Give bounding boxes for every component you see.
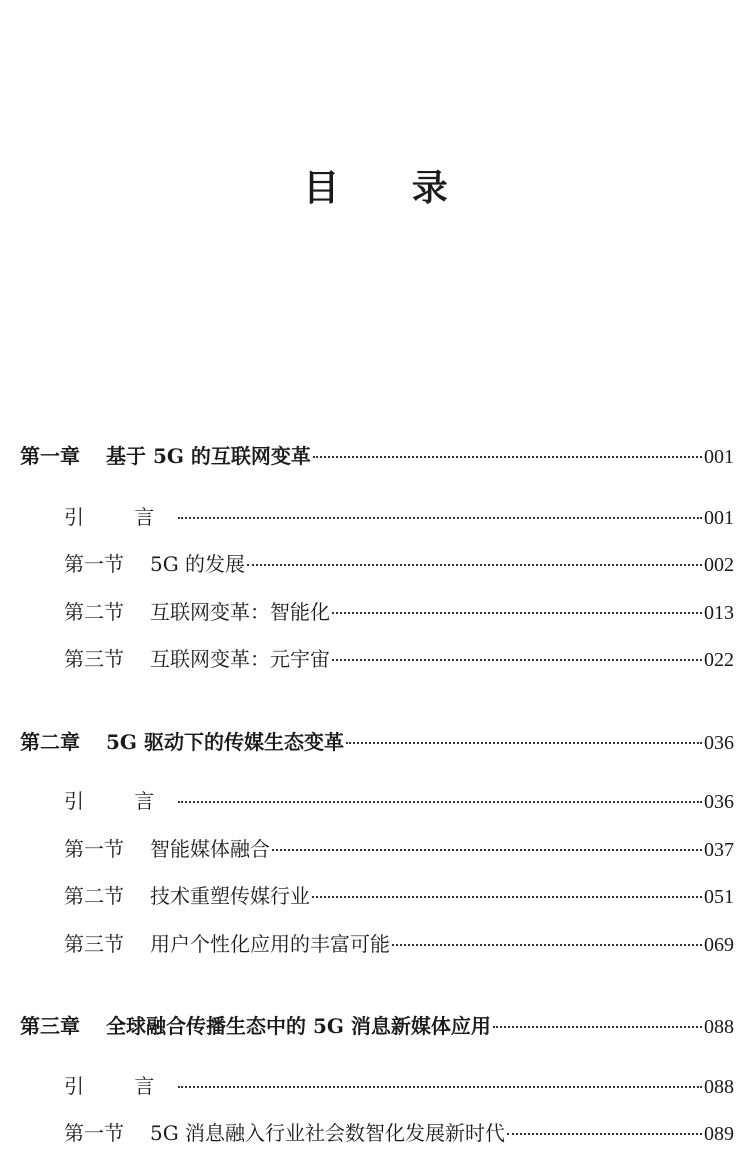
dot-leader <box>178 517 702 519</box>
entry-title: 5G 消息融入行业社会数智化发展新时代 <box>150 1121 506 1145</box>
entry-label: 第二节 <box>64 600 124 624</box>
entry-page-number: 051 <box>704 886 734 908</box>
toc-entry-section[interactable] <box>64 550 734 579</box>
toc-entry-intro[interactable] <box>64 503 734 532</box>
entry-label: 第一节 <box>64 552 124 576</box>
entry-title: 用户个性化应用的丰富可能 <box>150 932 390 956</box>
entry-title: 5G 的发展 <box>150 552 246 576</box>
dot-leader <box>346 742 702 744</box>
entry-title: 基于 5G 的互联网变革 <box>106 444 311 468</box>
toc-entry-section[interactable] <box>64 930 734 959</box>
entry-title: 互联网变革：智能化 <box>150 600 330 624</box>
entry-page-number: 036 <box>704 791 734 813</box>
toc-entry-intro[interactable] <box>64 1072 734 1101</box>
entry-page-number: 036 <box>704 732 734 754</box>
dot-leader <box>313 456 702 458</box>
entry-title: 互联网变革：元宇宙 <box>150 647 330 671</box>
toc-entry-chapter-1[interactable] <box>20 442 734 471</box>
entry-page-number: 089 <box>704 1123 734 1145</box>
dot-leader <box>493 1026 702 1028</box>
entry-label: 引 言 <box>64 1074 177 1098</box>
toc-entry-section[interactable] <box>64 835 734 864</box>
toc-entry-chapter-3[interactable] <box>20 1012 734 1041</box>
entry-label: 第三节 <box>64 647 124 671</box>
dot-leader <box>178 1086 702 1088</box>
toc-heading: 目 录 <box>303 167 478 209</box>
entry-title: 5G 驱动下的传媒生态变革 <box>106 730 344 754</box>
toc-entry-section[interactable] <box>64 1119 734 1148</box>
entry-page-number: 013 <box>704 602 734 624</box>
entry-label: 第三章 <box>20 1014 80 1038</box>
entry-page-number: 037 <box>704 839 734 861</box>
entry-label: 第一节 <box>64 1121 124 1145</box>
dot-leader <box>507 1133 702 1135</box>
entry-label: 引 言 <box>64 789 177 813</box>
entry-label: 第一节 <box>64 837 124 861</box>
entry-page-number: 001 <box>704 446 734 468</box>
dot-leader <box>392 944 702 946</box>
dot-leader <box>272 849 702 851</box>
toc-entry-chapter-2[interactable] <box>20 728 734 757</box>
entry-label: 第二节 <box>64 884 124 908</box>
entry-page-number: 088 <box>704 1076 734 1098</box>
entry-page-number: 022 <box>704 649 734 671</box>
entry-page-number: 001 <box>704 507 734 529</box>
entry-label: 引 言 <box>64 505 177 529</box>
dot-leader <box>178 801 702 803</box>
toc-entry-section[interactable] <box>64 645 734 674</box>
dot-leader <box>247 564 702 566</box>
entry-title: 智能媒体融合 <box>150 837 270 861</box>
entry-page-number: 069 <box>704 934 734 956</box>
entry-label: 第二章 <box>20 730 80 754</box>
entry-title: 技术重塑传媒行业 <box>150 884 310 908</box>
dot-leader <box>312 896 702 898</box>
entry-page-number: 002 <box>704 554 734 576</box>
entry-label: 第三节 <box>64 932 124 956</box>
entry-title: 全球融合传播生态中的 5G 消息新媒体应用 <box>106 1014 491 1038</box>
entry-label: 第一章 <box>20 444 80 468</box>
entry-page-number: 088 <box>704 1016 734 1038</box>
toc-entry-section[interactable] <box>64 598 734 627</box>
dot-leader <box>332 612 702 614</box>
toc-entry-intro[interactable] <box>64 787 734 816</box>
dot-leader <box>332 659 702 661</box>
toc-entry-section[interactable] <box>64 882 734 911</box>
